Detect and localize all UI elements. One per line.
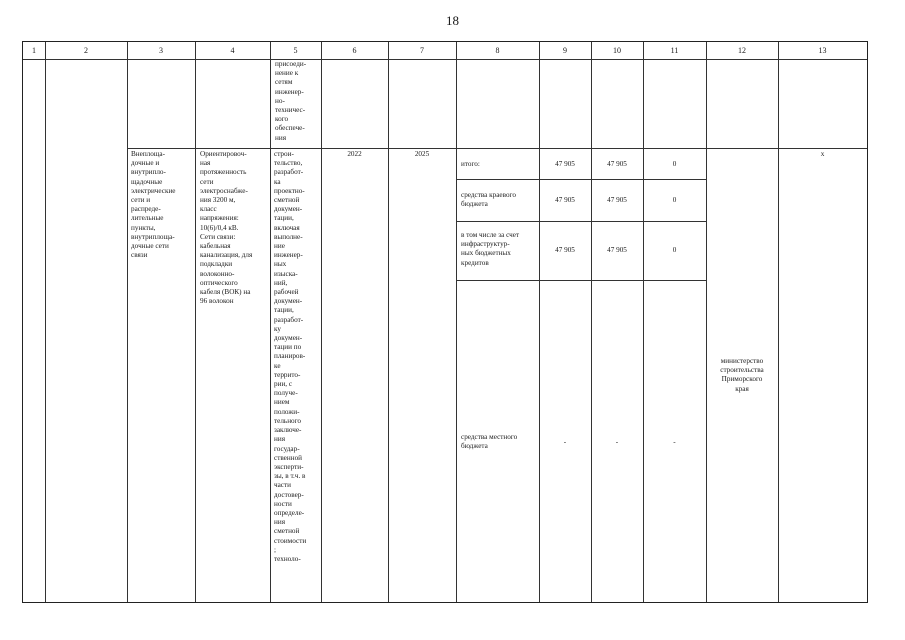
continuation-text-col5: присоеди- нение к сетям инженер- но- техничес- кого обеспече- ния: [275, 60, 307, 142]
header-col-8: 8: [495, 46, 500, 55]
budget-table: [22, 41, 868, 603]
funding-infrastructure-col9: 47 905: [555, 246, 575, 254]
funding-local-col9: -: [563, 438, 567, 446]
funding-label-total: итого:: [461, 160, 480, 168]
object-characteristics: Ориентировоч- ная протяженность сети электроснабже- ния 3200 м, класс напряжения: 10(6)/0,4 кВ. Сети связи: кабельная канализация, для подкладки волоконно- оптического кабеля (ВОК) на 96 волокон: [200, 150, 253, 306]
header-col-9: 9: [563, 46, 567, 55]
funding-label-local: средства местного бюджета: [461, 433, 518, 451]
funding-infrastructure-col10: 47 905: [607, 246, 627, 254]
header-col-3: 3: [159, 46, 163, 55]
work-description: строи- тельство, разработ- ка проектно- сметной докумен- тации, включая выполне- ние инженер- ных изыска- ний, рабочей докумен- тации, разработ- ку докумен- тации по планиров- ке террито- рии, с получе- нием положи- тельного заключе- ния государ- ственной эксперти- зы, в т.ч. в части достовер- ности определе- ния сметной стоимости ; техноло-: [274, 150, 307, 563]
header-col-6: 6: [352, 46, 357, 55]
funding-label-regional: средства краевого бюджета: [461, 191, 516, 209]
header-col-7: 7: [420, 46, 424, 55]
end-year: 2025: [414, 150, 430, 158]
funding-local-col10: -: [615, 438, 619, 446]
header-col-13: 13: [818, 46, 827, 55]
header-col-11: 11: [670, 46, 679, 55]
funding-regional-col11: 0: [672, 196, 677, 204]
funding-infrastructure-col11: 0: [672, 246, 677, 254]
funding-regional-col9: 47 905: [555, 196, 575, 204]
funding-total-col11: 0: [672, 160, 677, 168]
page-number: 18: [446, 13, 459, 28]
header-col-12: 12: [738, 46, 746, 55]
header-col-10: 10: [613, 46, 621, 55]
funding-total-col9: 47 905: [555, 160, 575, 168]
funding-regional-col10: 47 905: [607, 196, 627, 204]
col13-mark: x: [820, 150, 825, 158]
header-col-2: 2: [84, 46, 88, 55]
funding-total-col10: 47 905: [607, 160, 627, 168]
funding-local-col11: -: [673, 438, 676, 446]
header-col-5: 5: [293, 46, 298, 55]
header-col-1: 1: [32, 46, 36, 55]
header-col-4: 4: [230, 46, 235, 55]
start-year: 2022: [347, 150, 362, 158]
funding-label-infrastructure-credits: в том числе за счет инфраструктур- ных бюджетных кредитов: [461, 231, 520, 267]
object-name: Внеплоща- дочные и внутрипло- щадочные электрические сети и распреде- лительные пункты, внутриплоща- дочные сети связи: [131, 150, 176, 260]
responsible-authority: министерство строительства Приморского края: [720, 357, 764, 393]
